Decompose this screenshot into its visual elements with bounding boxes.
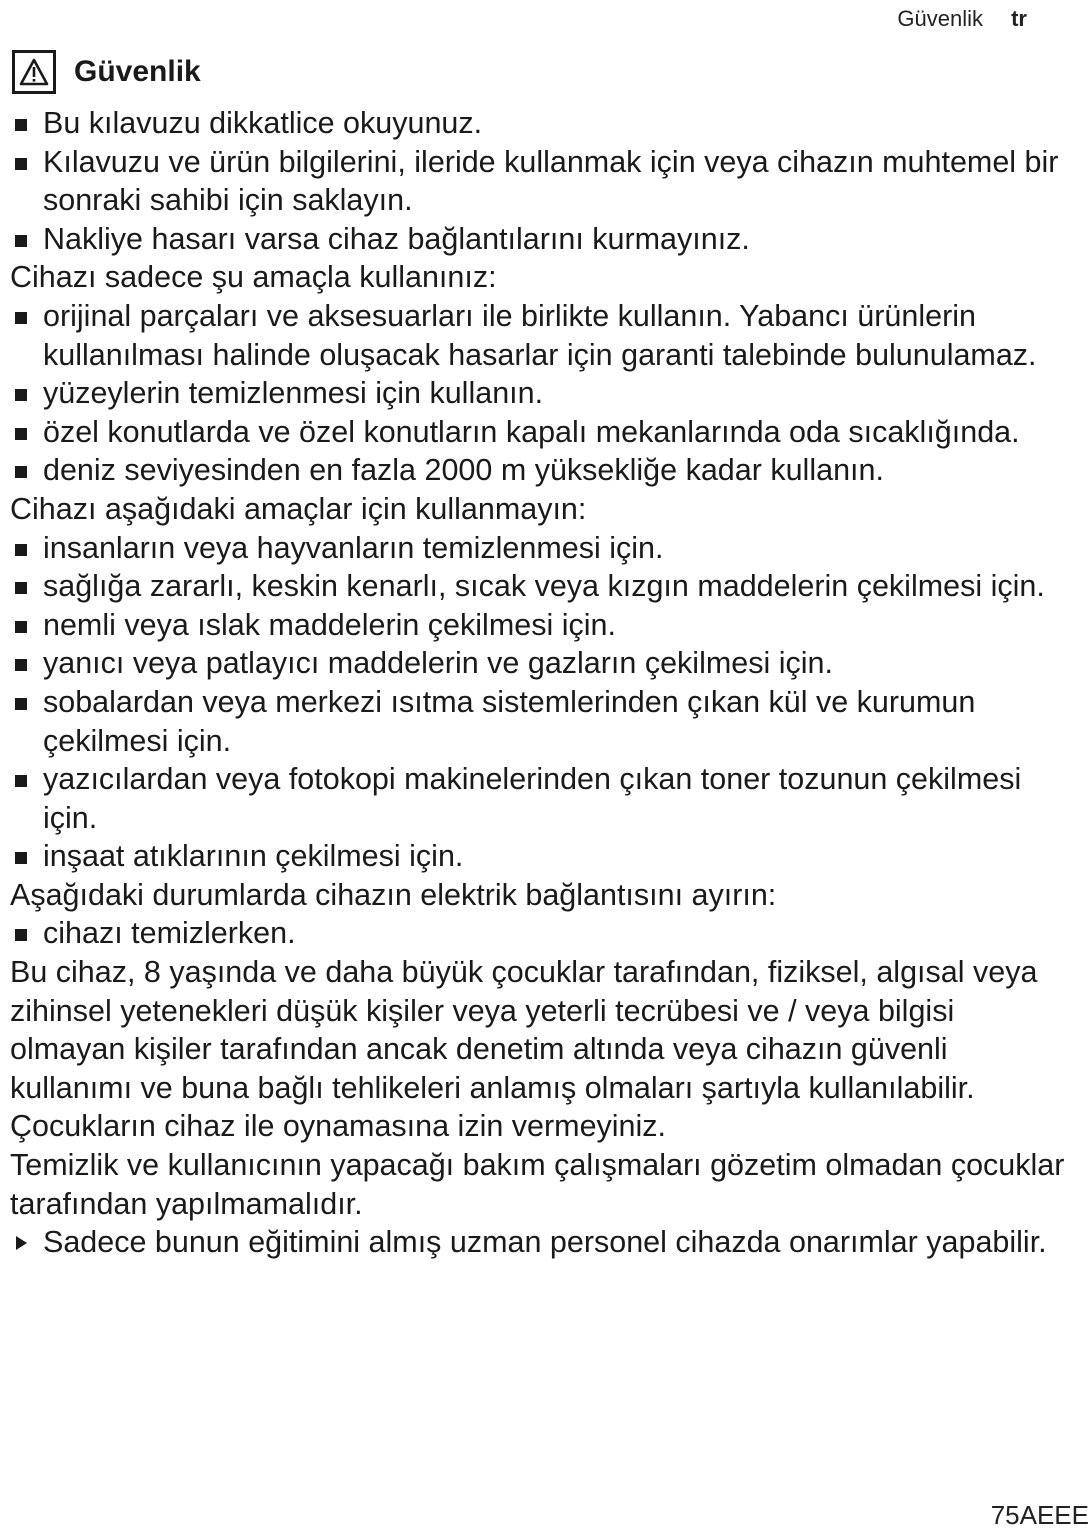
list-item: deniz seviyesinden en fazla 2000 m yüksekliğe kadar kullanın.: [10, 451, 1070, 490]
action-step: Sadece bunun eğitimini almış uzman personel cihazda onarımlar yapabilir.: [10, 1223, 1070, 1262]
list-item: Nakliye hasarı varsa cihaz bağlantılarını kurmayınız.: [10, 220, 1070, 259]
list-item: sağlığa zararlı, keskin kenarlı, sıcak veya kızgın maddelerin çekilmesi için.: [10, 567, 1070, 606]
list-item: orijinal parçaları ve aksesuarları ile birlikte kullanın. Yabancı ürünlerin kullanılması halinde oluşacak hasarlar için garanti talebinde bulunulamaz.: [10, 297, 1070, 374]
list-item: yazıcılardan veya fotokopi makinelerinden çıkan toner tozunun çekilmesi için.: [10, 760, 1070, 837]
paragraph: Temizlik ve kullanıcının yapacağı bakım çalışmaları gözetim olmadan çocuklar tarafından yapılmamalıdır.: [10, 1148, 1065, 1221]
list-item: Bu kılavuzu dikkatlice okuyunuz.: [10, 104, 1070, 143]
header-section: Güvenlik: [897, 6, 983, 31]
paragraph: Çocukların cihaz ile oynamasına izin vermeyiniz.: [10, 1109, 667, 1144]
list-item: Kılavuzu ve ürün bilgilerini, ileride kullanmak için veya cihazın muhtemel bir sonraki sahibi için saklayın.: [10, 143, 1070, 220]
use-heading: Cihazı sadece şu amaçla kullanınız:: [10, 260, 497, 295]
running-header: [897, 6, 1027, 32]
document-code: 75AEEE: [990, 1500, 1089, 1530]
list-item: yanıcı veya patlayıcı maddelerin ve gazların çekilmesi için.: [10, 644, 1070, 683]
header-language: tr: [1011, 6, 1027, 31]
disconnect-heading: Aşağıdaki durumlarda cihazın elektrik bağlantısını ayırın:: [10, 877, 777, 912]
paragraph: Bu cihaz, 8 yaşında ve daha büyük çocuklar tarafından, fiziksel, algısal veya zihinsel yetenekleri düşük kişiler veya yeterli tecrübesi ve / veya bilgisi olmayan kişiler tarafından ancak denetim altında veya cihazın güvenli kullanımı ve buna bağlı tehlikeleri anlamış olmaları şartıyla kullanılabilir.: [10, 955, 1038, 1105]
list-item: insanların veya hayvanların temizlenmesi için.: [10, 529, 1070, 568]
safety-content: [10, 104, 1070, 1262]
list-item: yüzeylerin temizlenmesi için kullanın.: [10, 374, 1070, 413]
warning-icon: [12, 50, 56, 94]
list-item: sobalardan veya merkezi ısıtma sistemlerinden çıkan kül ve kurumun çekilmesi için.: [10, 683, 1070, 760]
list-item: nemli veya ıslak maddelerin çekilmesi için.: [10, 606, 1070, 645]
list-item: cihazı temizlerken.: [10, 914, 1070, 953]
section-title: [12, 50, 201, 94]
list-item: inşaat atıklarının çekilmesi için.: [10, 837, 1070, 876]
list-item: özel konutlarda ve özel konutların kapalı mekanlarında oda sıcaklığında.: [10, 413, 1070, 452]
nouse-heading: Cihazı aşağıdaki amaçlar için kullanmayın:: [10, 491, 587, 526]
page-title: Güvenlik: [74, 55, 201, 88]
